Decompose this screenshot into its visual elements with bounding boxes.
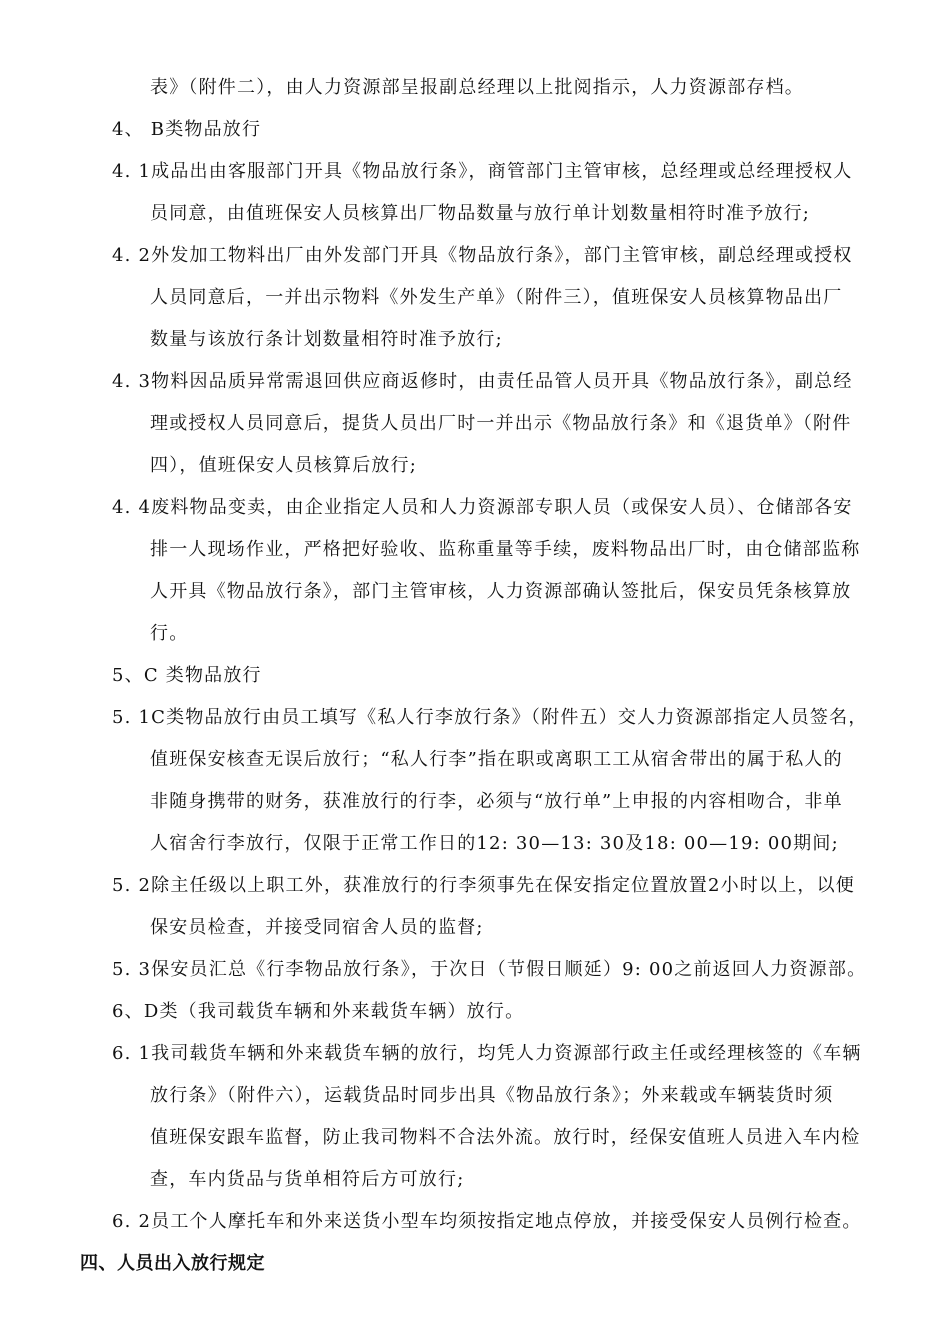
- text-line: 5. 1C类物品放行由员工填写《私人行李放行条》（附件五）交人力资源部指定人员签名，: [112, 707, 868, 728]
- text-line: 放行条》（附件六），运载货品时同步出具《物品放行条》；外来载或车辆装货时须: [150, 1085, 834, 1106]
- text-line: 值班保安跟车监督，防止我司物料不合法外流。放行时，经保安值班人员进入车内检: [150, 1127, 861, 1148]
- text-line: 人宿舍行李放行，仅限于正常工作日的12: 30—13: 30及18: 00—19: 00期间;: [150, 833, 839, 854]
- text-line: 理或授权人员同意后，提货人员出厂时一并出示《物品放行条》和《退货单》（附件: [150, 413, 852, 434]
- text-line: 4. 1成品出由客服部门开具《物品放行条》，商管部门主管审核，总经理或总经理授权人: [112, 161, 853, 182]
- text-line: 员同意，由值班保安人员核算出厂物品数量与放行单计划数量相符时准予放行;: [150, 203, 811, 224]
- text-line: 非随身携带的财务，获准放行的行李，必须与“放行单”上申报的内容相吻合，非单: [150, 791, 843, 812]
- text-line: 4. 4废料物品变卖，由企业指定人员和人力资源部专职人员（或保安人员）、仓储部各安: [112, 497, 853, 518]
- text-line: 保安员检查，并接受同宿舍人员的监督;: [150, 917, 484, 938]
- text-line: 数量与该放行条计划数量相符时准予放行;: [150, 329, 503, 350]
- section-heading: 4、 B类物品放行: [112, 119, 262, 140]
- section-heading: 5、C 类物品放行: [112, 665, 262, 686]
- text-line: 四），值班保安人员核算后放行;: [150, 455, 418, 476]
- text-line: 人员同意后，一并出示物料《外发生产单》（附件三），值班保安人员核算物品出厂: [150, 287, 843, 308]
- text-line: 4. 3物料因品质异常需退回供应商返修时，由责任品管人员开具《物品放行条》，副总经: [112, 371, 853, 392]
- text-line: 6. 1我司载货车辆和外来载货车辆的放行，均凭人力资源部行政主任或经理核签的《车辆: [112, 1043, 862, 1064]
- text-line: 行。: [150, 623, 189, 644]
- chapter-heading: 四、人员出入放行规定: [80, 1253, 265, 1274]
- text-line: 值班保安核查无误后放行；“私人行李”指在职或离职工工从宿舍带出的属于私人的: [150, 749, 843, 770]
- text-line: 5. 3保安员汇总《行李物品放行条》，于次日（节假日顺延）9: 00之前返回人力资源部。: [112, 959, 867, 980]
- section-heading: 6、D类（我司载货车辆和外来载货车辆）放行。: [112, 1001, 525, 1022]
- text-line: 表》（附件二），由人力资源部呈报副总经理以上批阅指示，人力资源部存档。: [150, 77, 804, 98]
- text-line: 排一人现场作业，严格把好验收、监称重量等手续，废料物品出厂时，由仓储部监称: [150, 539, 861, 560]
- text-line: 查，车内货品与货单相符后方可放行;: [150, 1169, 465, 1190]
- text-line: 6. 2员工个人摩托车和外来送货小型车均须按指定地点停放，并接受保安人员例行检查。: [112, 1211, 862, 1232]
- text-line: 5. 2除主任级以上职工外，获准放行的行李须事先在保安指定位置放置2小时以上，以便: [112, 875, 855, 896]
- text-line: 4. 2外发加工物料出厂由外发部门开具《物品放行条》，部门主管审核，副总经理或授权: [112, 245, 853, 266]
- text-line: 人开具《物品放行条》，部门主管审核，人力资源部确认签批后，保安员凭条核算放: [150, 581, 852, 602]
